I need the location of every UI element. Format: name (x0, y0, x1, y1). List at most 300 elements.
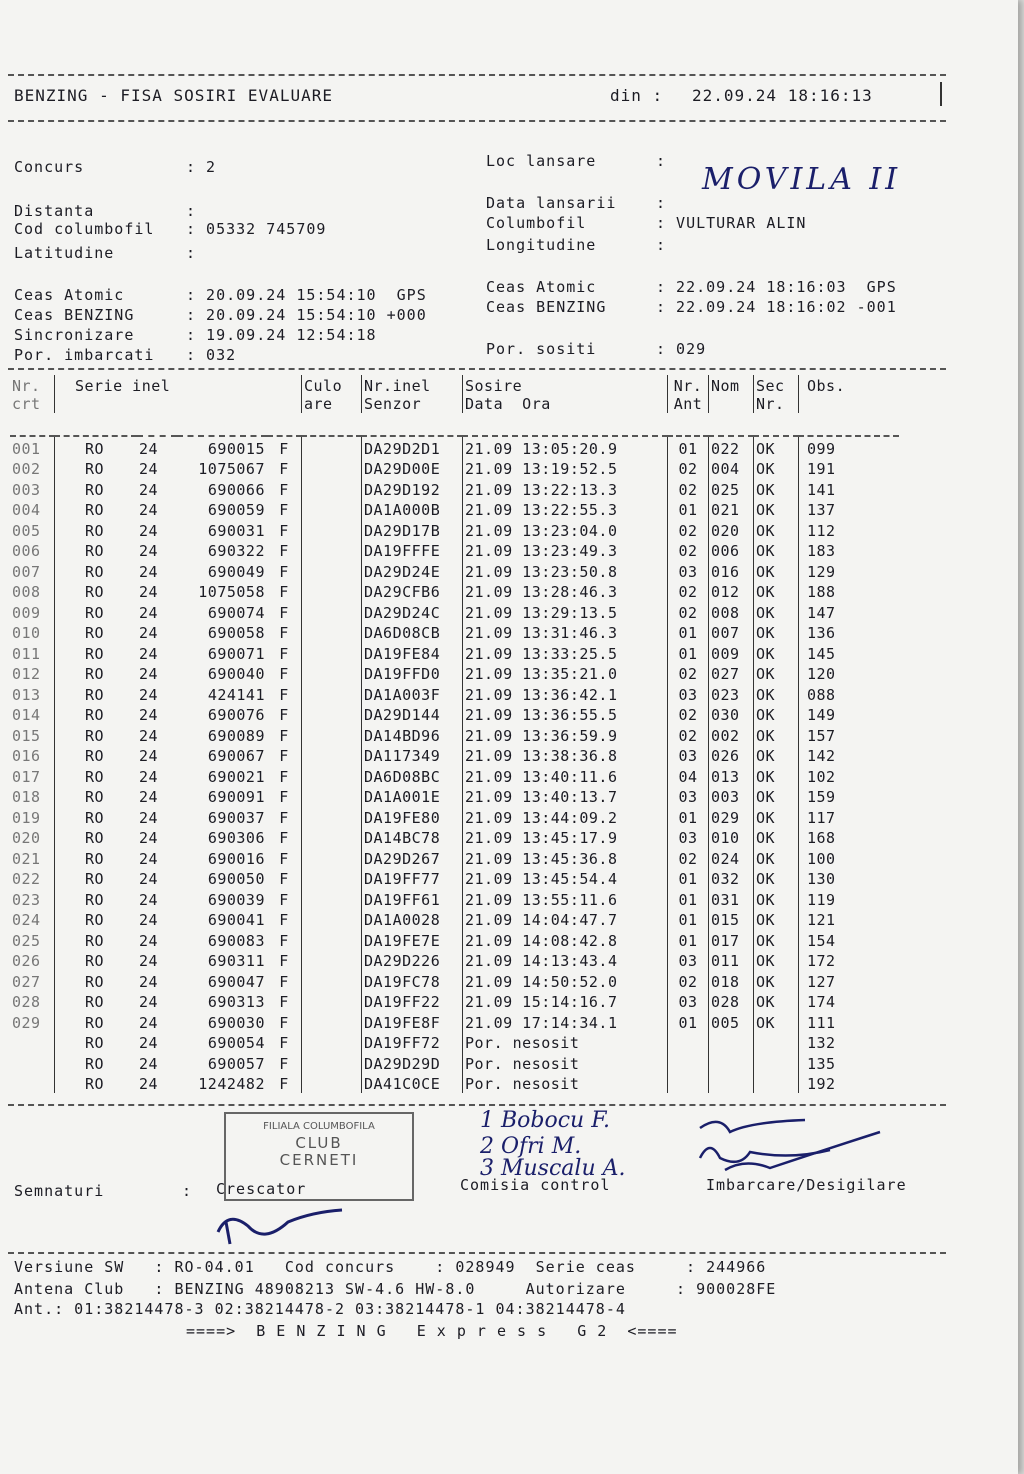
cell-ring: 690037 (207, 808, 265, 827)
signatures-colon: : (182, 1182, 193, 1200)
cell-antenna: 02 (668, 704, 709, 725)
cell-nr: 016 (10, 745, 55, 766)
cell-sensor: DA19FE84 (362, 642, 463, 663)
cell-year: 24 (139, 829, 159, 847)
cell-obs: 111 (807, 1013, 836, 1032)
ceas-atomic2-label: Ceas Atomic (486, 278, 597, 296)
cell-obs: 121 (807, 911, 836, 929)
cell-sex: F (279, 665, 289, 683)
cell-country: RO (85, 726, 105, 745)
cell-sensor: DA19FF61 (362, 888, 463, 909)
cell-country: RO (85, 1075, 105, 1093)
cell-sec: OK (754, 868, 799, 889)
cell-country: RO (85, 624, 105, 642)
cell-nr: 005 (10, 519, 55, 540)
cell-obs: 192 (807, 1075, 836, 1093)
cell-ring: 690050 (207, 870, 265, 888)
cell-arrival: 21.09 14:08:42.8 (463, 929, 668, 950)
cell-arrival: 21.09 14:13:43.4 (463, 950, 668, 971)
col-header-sosire: Sosire Data Ora (463, 375, 668, 413)
cell-sex: F (279, 870, 289, 888)
divider (8, 1252, 946, 1254)
cell-country: RO (85, 788, 105, 806)
cell-ring: 690313 (207, 993, 265, 1011)
cell-obs: 188 (807, 583, 836, 601)
cell-nom: 032 (709, 868, 754, 889)
sositi-label: Por. sositi (486, 340, 597, 358)
cell-antenna: 01 (668, 868, 709, 889)
cell-sec: OK (754, 929, 799, 950)
cell-sex: F (279, 808, 289, 827)
cell-ring: 690083 (207, 931, 265, 950)
cell-country: RO (85, 501, 105, 519)
date-label: din : (610, 86, 664, 105)
cell-antenna: 02 (668, 478, 709, 499)
cell-nr: 011 (10, 642, 55, 663)
cell-antenna: 02 (668, 540, 709, 561)
cell-sensor: DA14BD96 (362, 724, 463, 745)
cell-obs: 174 (807, 993, 836, 1011)
cell-obs: 149 (807, 706, 836, 724)
cell-country: RO (85, 439, 105, 458)
cell-country: RO (85, 890, 105, 909)
cell-sensor: DA1A0028 (362, 909, 463, 930)
cell-nom: 027 (709, 663, 754, 684)
cell-nr: 024 (10, 909, 55, 930)
cell-sensor: DA1A000B (362, 499, 463, 520)
cell-year: 24 (139, 931, 159, 950)
signatures-label: Semnaturi (14, 1182, 105, 1200)
cell-country: RO (85, 952, 105, 970)
imbarcati-label: Por. imbarcati (14, 346, 155, 364)
cell-sex: F (279, 439, 289, 458)
imbarcati-value: : 032 (186, 346, 237, 364)
cell-nom: 026 (709, 745, 754, 766)
cell-sec: OK (754, 601, 799, 622)
cell-antenna: 01 (668, 499, 709, 520)
cell-nom: 002 (709, 724, 754, 745)
cell-sex: F (279, 624, 289, 642)
cell-antenna: 02 (668, 458, 709, 479)
cell-nr: 002 (10, 458, 55, 479)
cell-sensor: DA29D24E (362, 560, 463, 581)
cell-arrival: 21.09 13:05:20.9 (463, 436, 668, 458)
cell-sensor: DA1A003F (362, 683, 463, 704)
cell-sex: F (279, 890, 289, 909)
cell-arrival: 21.09 13:29:13.5 (463, 601, 668, 622)
cell-antenna: 02 (668, 519, 709, 540)
cell-nr: 013 (10, 683, 55, 704)
cell-sec: OK (754, 704, 799, 725)
cell-nr: 006 (10, 540, 55, 561)
cell-sex: F (279, 1034, 289, 1052)
ceas-benzing2-value: : 22.09.24 18:16:02 -001 (656, 298, 897, 316)
cell-nom: 023 (709, 683, 754, 704)
cell-ring: 690057 (207, 1054, 265, 1073)
cell-country: RO (85, 931, 105, 950)
data-lansarii-value: : (656, 194, 667, 212)
cell-nom: 020 (709, 519, 754, 540)
cell-ring: 690091 (207, 788, 265, 806)
cell-arrival: 21.09 15:14:16.7 (463, 991, 668, 1012)
cell-country: RO (85, 706, 105, 724)
cell-country: RO (85, 1054, 105, 1073)
cell-year: 24 (139, 665, 159, 683)
cell-obs: 117 (807, 808, 836, 827)
loc-value: : (656, 152, 667, 170)
cell-nom: 021 (709, 499, 754, 520)
cell-ring: 690047 (207, 972, 265, 991)
sositi-value: : 029 (656, 340, 707, 358)
ceas-benzing-value: : 20.09.24 15:54:10 +000 (186, 306, 427, 324)
cell-ring: 690074 (207, 603, 265, 622)
cell-sec: OK (754, 950, 799, 971)
cell-nom: 025 (709, 478, 754, 499)
cell-nom: 022 (709, 436, 754, 458)
cell-nr: 026 (10, 950, 55, 971)
cell-country: RO (85, 829, 105, 847)
cell-arrival: 21.09 13:19:52.5 (463, 458, 668, 479)
cell-sensor: DA19FFFE (362, 540, 463, 561)
cell-sensor: DA29D226 (362, 950, 463, 971)
ceas-benzing-label: Ceas BENZING (14, 306, 135, 324)
cell-sensor: DA14BC78 (362, 827, 463, 848)
cell-arrival: 21.09 13:36:59.9 (463, 724, 668, 745)
cell-year: 24 (139, 726, 159, 745)
cell-ring: 1075067 (198, 460, 265, 478)
ceas-atomic-value: : 20.09.24 15:54:10 GPS (186, 286, 427, 304)
cell-country: RO (85, 480, 105, 499)
cell-ring: 690015 (207, 439, 265, 458)
concurs-value: : 2 (186, 158, 217, 176)
latitudine-value: : (186, 244, 197, 262)
cell-arrival: 21.09 13:33:25.5 (463, 642, 668, 663)
cell-antenna: 01 (668, 622, 709, 643)
cell-year: 24 (139, 501, 159, 519)
cell-nom: 010 (709, 827, 754, 848)
cell-sex: F (279, 706, 289, 724)
cell-nom: 018 (709, 970, 754, 991)
cell-ring: 690089 (207, 726, 265, 745)
cell-year: 24 (139, 808, 159, 827)
page-title: BENZING - FISA SOSIRI EVALUARE (14, 86, 333, 105)
cell-ring: 690040 (207, 665, 265, 683)
cell-antenna: 02 (668, 663, 709, 684)
cell-year: 24 (139, 624, 159, 642)
cell-sensor: DA19FF77 (362, 868, 463, 889)
cell-year: 24 (139, 439, 159, 458)
cell-obs: 129 (807, 562, 836, 581)
cell-sec: OK (754, 458, 799, 479)
cell-nr: 028 (10, 991, 55, 1012)
cell-sex: F (279, 829, 289, 847)
cell-arrival: 21.09 13:36:55.5 (463, 704, 668, 725)
cell-obs: 137 (807, 501, 836, 519)
cell-arrival: 21.09 13:45:54.4 (463, 868, 668, 889)
cell-arrival: 21.09 17:14:34.1 (463, 1011, 668, 1032)
cell-sex: F (279, 603, 289, 622)
cell-sensor: DA29D2D1 (362, 436, 463, 458)
cell-antenna: 02 (668, 970, 709, 991)
cell-nr: 003 (10, 478, 55, 499)
ceas-atomic-label: Ceas Atomic (14, 286, 125, 304)
cell-sec: OK (754, 683, 799, 704)
cell-sex: F (279, 480, 289, 499)
cell-nr: 020 (10, 827, 55, 848)
cell-country: RO (85, 1034, 105, 1052)
cell-obs: 168 (807, 829, 836, 847)
cell-sec: OK (754, 888, 799, 909)
cell-ring: 1075058 (198, 583, 265, 601)
cell-sensor: DA41C0CE (362, 1073, 463, 1094)
cell-sensor: DA29CFB6 (362, 581, 463, 602)
comisia-label: Comisia control (460, 1176, 611, 1194)
cell-sensor: DA6D08CB (362, 622, 463, 643)
cell-sensor: DA29D24C (362, 601, 463, 622)
cell-arrival: 21.09 14:04:47.7 (463, 909, 668, 930)
cell-nom: 013 (709, 765, 754, 786)
cell-year: 24 (139, 521, 159, 540)
cell-sec: OK (754, 765, 799, 786)
cell-sec: OK (754, 581, 799, 602)
cell-antenna: 03 (668, 827, 709, 848)
cell-nom: 003 (709, 786, 754, 807)
data-lansarii-label: Data lansarii (486, 194, 617, 212)
cell-sex: F (279, 542, 289, 560)
cell-sex: F (279, 767, 289, 786)
cell-nr: 001 (10, 436, 55, 458)
cell-ring: 690059 (207, 501, 265, 519)
cell-ring: 690016 (207, 849, 265, 868)
cell-obs: 130 (807, 870, 836, 888)
cell-ring: 690054 (207, 1034, 265, 1052)
cell-antenna: 01 (668, 1011, 709, 1032)
cell-sex: F (279, 993, 289, 1011)
cell-country: RO (85, 849, 105, 868)
cell-arrival: 21.09 13:28:46.3 (463, 581, 668, 602)
cell-year: 24 (139, 583, 159, 601)
cell-sec: OK (754, 663, 799, 684)
cell-year: 24 (139, 460, 159, 478)
club-stamp: FILIALA COLUMBOFILA CLUB CERNETI (224, 1112, 414, 1201)
cell-nr: 029 (10, 1011, 55, 1032)
cell-nom: 024 (709, 847, 754, 868)
cell-obs: 119 (807, 890, 836, 909)
cell-sensor: DA19FF22 (362, 991, 463, 1012)
cell-sex: F (279, 644, 289, 663)
cell-ring: 424141 (207, 685, 265, 704)
cell-sensor: DA6D08BC (362, 765, 463, 786)
latitudine-label: Latitudine (14, 244, 115, 262)
cell-year: 24 (139, 1054, 159, 1073)
cell-country: RO (85, 583, 105, 601)
cell-antenna: 01 (668, 929, 709, 950)
cell-year: 24 (139, 685, 159, 704)
cell-year: 24 (139, 911, 159, 929)
cell-sex: F (279, 460, 289, 478)
cell-arrival: 21.09 13:55:11.6 (463, 888, 668, 909)
cell-nom: 006 (709, 540, 754, 561)
cell-year: 24 (139, 767, 159, 786)
cell-ring: 690306 (207, 829, 265, 847)
cell-country: RO (85, 1013, 105, 1032)
cell-country: RO (85, 767, 105, 786)
cell-ring: 690021 (207, 767, 265, 786)
cell-antenna: 03 (668, 950, 709, 971)
cell-year: 24 (139, 562, 159, 581)
cell-antenna: 03 (668, 991, 709, 1012)
cell-sec: OK (754, 499, 799, 520)
cell-sec: OK (754, 827, 799, 848)
cell-sex: F (279, 521, 289, 540)
cell-nr: 021 (10, 847, 55, 868)
cell-sec: OK (754, 519, 799, 540)
cell-ring: 690041 (207, 911, 265, 929)
cell-year: 24 (139, 542, 159, 560)
cell-obs: 100 (807, 849, 836, 868)
col-header-obs: Obs. (807, 377, 846, 395)
cell-nom: 028 (709, 991, 754, 1012)
cell-antenna: 01 (668, 909, 709, 930)
cell-ring: 690067 (207, 747, 265, 765)
col-header-nr: Nr. crt (10, 375, 55, 413)
cell-antenna: 03 (668, 786, 709, 807)
loc-label: Loc lansare (486, 152, 597, 170)
cell-sec: OK (754, 560, 799, 581)
col-header-serie: Serie inel (75, 377, 171, 395)
cell-arrival: Por. nesosit (463, 1073, 668, 1094)
col-header-nom: Nom (709, 375, 754, 413)
cell-sec: OK (754, 745, 799, 766)
cell-obs: 145 (807, 644, 836, 663)
col-header-culoare: Culo are (302, 375, 362, 413)
cell-nr: 008 (10, 581, 55, 602)
cell-sensor: DA19FC78 (362, 970, 463, 991)
cell-sex: F (279, 952, 289, 970)
cell-ring: 1242482 (198, 1075, 265, 1093)
cell-arrival: Por. nesosit (463, 1032, 668, 1053)
cell-year: 24 (139, 1075, 159, 1093)
cell-obs: 136 (807, 624, 836, 642)
cell-obs: 102 (807, 767, 836, 786)
cell-nom: 008 (709, 601, 754, 622)
cell-year: 24 (139, 480, 159, 499)
cell-antenna: 03 (668, 683, 709, 704)
cell-arrival: 21.09 13:45:36.8 (463, 847, 668, 868)
longitudine-label: Longitudine (486, 236, 597, 254)
cell-sensor: DA19FE8F (362, 1011, 463, 1032)
cell-sec: OK (754, 786, 799, 807)
cell-nr: 012 (10, 663, 55, 684)
cell-ring: 690322 (207, 542, 265, 560)
cell-year: 24 (139, 952, 159, 970)
distanta-value: : (186, 202, 197, 220)
col-header-sec: Sec Nr. (754, 375, 799, 413)
cell-country: RO (85, 521, 105, 540)
cell-arrival: 21.09 13:36:42.1 (463, 683, 668, 704)
cell-sec: OK (754, 724, 799, 745)
cell-country: RO (85, 870, 105, 888)
cell-country: RO (85, 972, 105, 991)
footer-line-2: Antena Club : BENZING 48908213 SW-4.6 HW-8.0 Autorizare : 900028FE (14, 1280, 777, 1298)
cell-nr: 018 (10, 786, 55, 807)
cell-year: 24 (139, 644, 159, 663)
cell-nr: 022 (10, 868, 55, 889)
cell-obs: 099 (807, 439, 836, 458)
cell-sec: OK (754, 806, 799, 827)
cell-obs: 142 (807, 747, 836, 765)
cell-arrival: 21.09 14:50:52.0 (463, 970, 668, 991)
cell-year: 24 (139, 890, 159, 909)
columbofil-label: Columbofil (486, 214, 587, 232)
cell-arrival: 21.09 13:22:13.3 (463, 478, 668, 499)
cod-value: : 05332 745709 (186, 220, 327, 238)
cell-sec: OK (754, 478, 799, 499)
cell-nr: 023 (10, 888, 55, 909)
cell-year: 24 (139, 788, 159, 806)
cell-sex: F (279, 911, 289, 929)
cell-nom: 031 (709, 888, 754, 909)
cell-sensor: DA19FE7E (362, 929, 463, 950)
cell-arrival: Por. nesosit (463, 1052, 668, 1073)
col-header-senzor: Nr.inel Senzor (362, 375, 463, 413)
cell-arrival: 21.09 13:40:11.6 (463, 765, 668, 786)
col-header-antena: Nr. Ant (668, 375, 709, 413)
cell-ring: 690066 (207, 480, 265, 499)
distanta-label: Distanta (14, 202, 95, 220)
cell-ring: 690076 (207, 706, 265, 724)
cell-nom: 009 (709, 642, 754, 663)
cell-country: RO (85, 562, 105, 581)
cell-antenna: 01 (668, 888, 709, 909)
cell-sec: OK (754, 1011, 799, 1032)
cell-year: 24 (139, 603, 159, 622)
cell-country: RO (85, 993, 105, 1011)
footer-line-3: Ant.: 01:38214478-3 02:38214478-2 03:38214478-1 04:38214478-4 (14, 1300, 626, 1318)
cell-nom: 015 (709, 909, 754, 930)
cell-country: RO (85, 808, 105, 827)
cell-sensor: DA29D17B (362, 519, 463, 540)
handwritten-location: MOVILA II (702, 162, 902, 197)
cell-nom: 030 (709, 704, 754, 725)
cell-sex: F (279, 849, 289, 868)
cell-nr: 007 (10, 560, 55, 581)
cell-obs: 127 (807, 972, 836, 991)
cell-sex: F (279, 1054, 289, 1073)
cell-sex: F (279, 972, 289, 991)
cell-nom: 011 (709, 950, 754, 971)
columbofil-value: : VULTURAR ALIN (656, 214, 807, 232)
cell-nom: 007 (709, 622, 754, 643)
cell-antenna: 01 (668, 436, 709, 458)
cell-arrival: 21.09 13:35:21.0 (463, 663, 668, 684)
signature-commission-1: 1 Bobocu F. (480, 1108, 611, 1133)
cell-country: RO (85, 603, 105, 622)
cell-obs: 191 (807, 460, 836, 478)
cell-obs: 120 (807, 665, 836, 683)
cell-country: RO (85, 685, 105, 704)
cell-country: RO (85, 542, 105, 560)
cell-nr: 009 (10, 601, 55, 622)
cell-sec: OK (754, 847, 799, 868)
cell-sensor: DA117349 (362, 745, 463, 766)
cell-nr: 019 (10, 806, 55, 827)
cell-sensor: DA29D192 (362, 478, 463, 499)
cell-nom: 029 (709, 806, 754, 827)
cell-obs: 172 (807, 952, 836, 970)
cell-country: RO (85, 911, 105, 929)
cell-year: 24 (139, 972, 159, 991)
